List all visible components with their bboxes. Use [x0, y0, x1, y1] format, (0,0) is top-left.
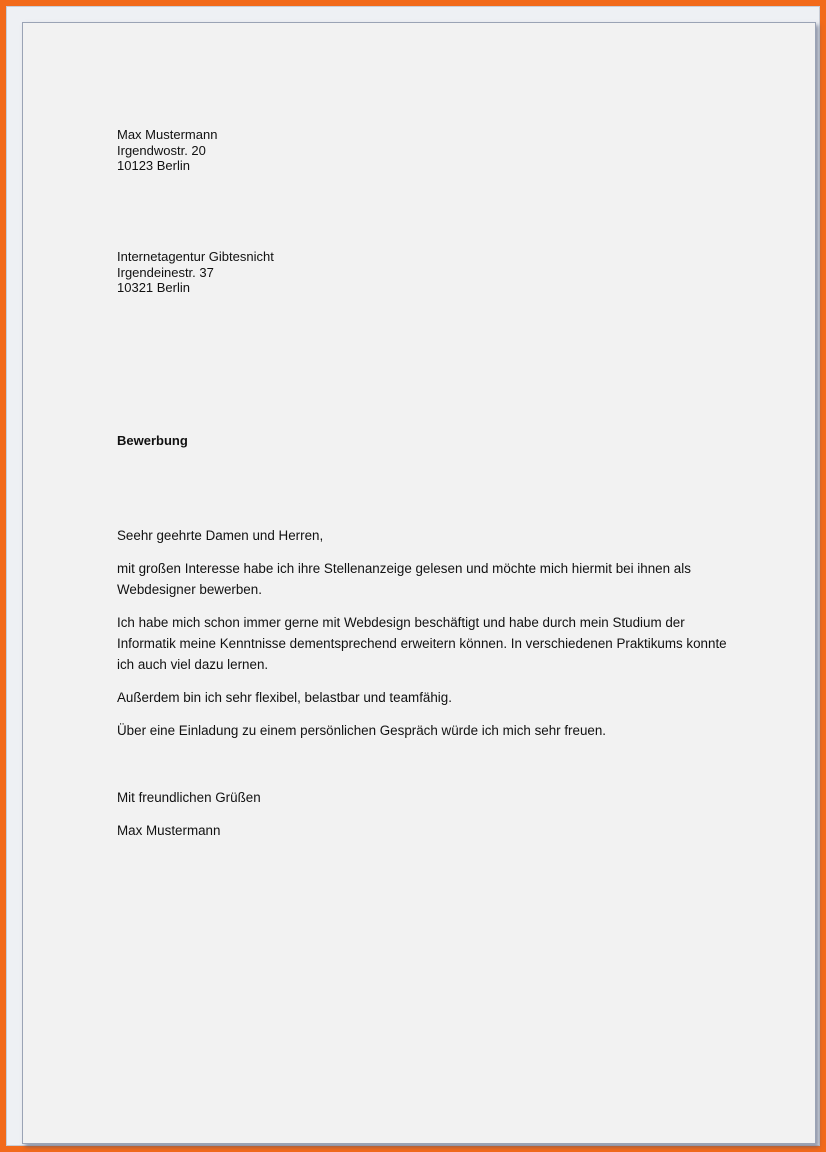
closing: Mit freundlichen Grüßen — [117, 790, 261, 805]
sender-street: Irgendwostr. 20 — [117, 142, 206, 158]
sender-address — [117, 127, 217, 174]
sender-name: Max Mustermann — [117, 127, 218, 142]
paragraph: Ich habe mich schon immer gerne mit Webdesign beschäftigt und habe durch mein Studium der Informatik meine Kenntnisse dementsprechend erweitern können. In verschiedenen Praktikums konnte ich auch viel dazu lernen. — [117, 615, 727, 672]
spacer — [117, 753, 737, 787]
document-frame — [6, 6, 820, 1146]
recipient-street: Irgendeinestr. 37 — [117, 264, 214, 280]
letter-page — [22, 22, 816, 1144]
signature: Max Mustermann — [117, 823, 221, 838]
letter-subject: Bewerbung — [117, 433, 188, 448]
sender-city: 10123 Berlin — [117, 158, 190, 173]
recipient-company: Internetagentur Gibtesnicht — [117, 249, 274, 264]
salutation: Seehr geehrte Damen und Herren, — [117, 528, 324, 543]
paragraph: mit großen Interesse habe ich ihre Stellenanzeige gelesen und möchte mich hiermit bei ihnen als Webdesigner bewerben. — [117, 561, 691, 597]
paragraph: Über eine Einladung zu einem persönlichen Gespräch würde ich mich sehr freuen. — [117, 723, 607, 738]
recipient-address — [117, 249, 274, 296]
paragraph: Außerdem bin ich sehr flexibel, belastbar und teamfähig. — [117, 690, 452, 705]
letter-body — [117, 525, 737, 853]
recipient-city: 10321 Berlin — [117, 280, 190, 295]
